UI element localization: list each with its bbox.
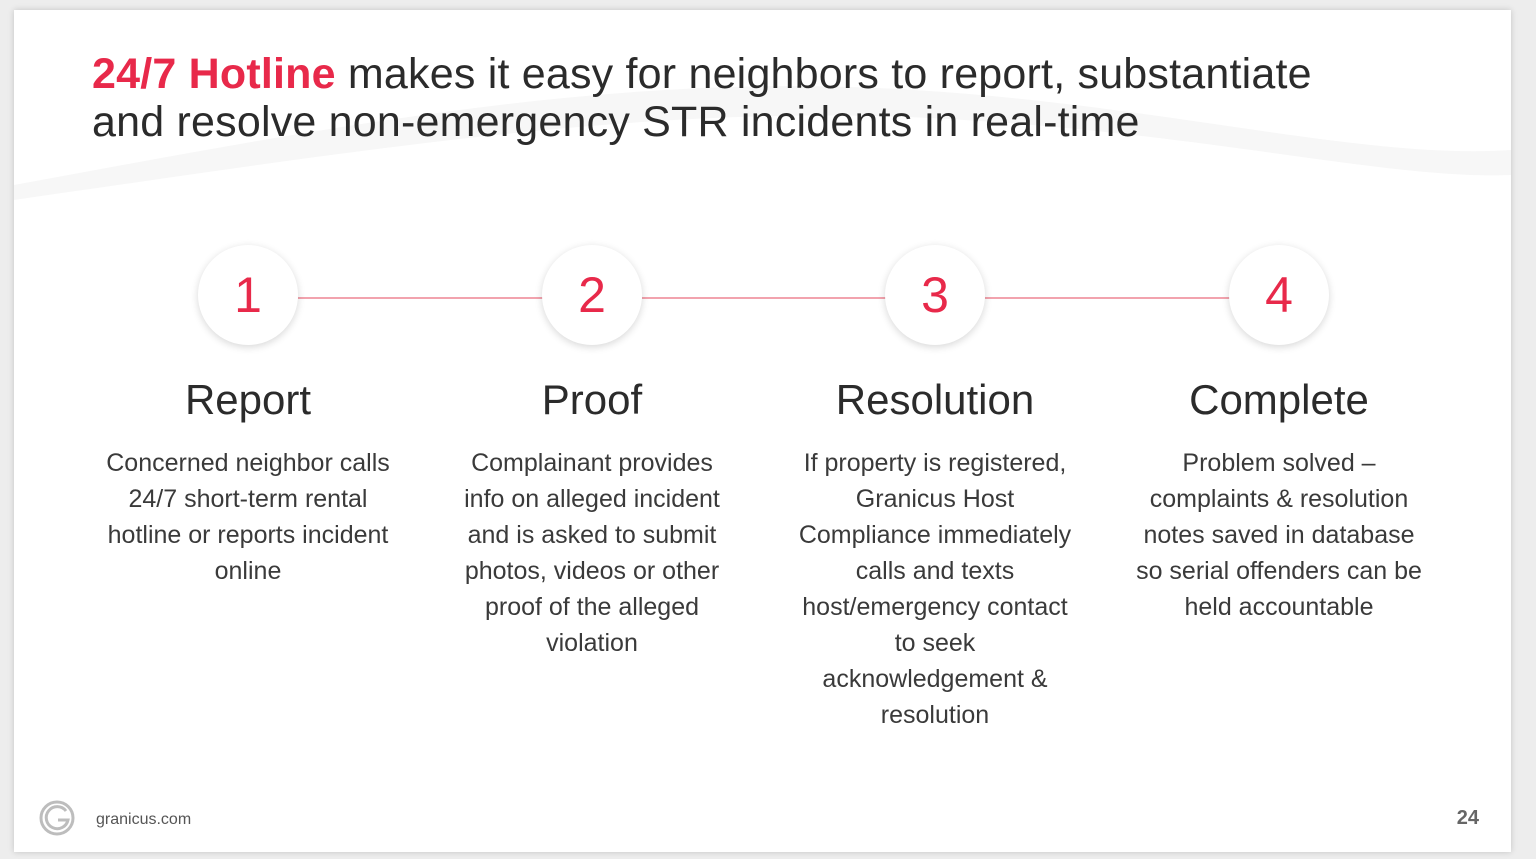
- step-number-circle: 4: [1229, 245, 1329, 345]
- step-title: Report: [184, 376, 312, 423]
- process-steps: [14, 10, 1511, 852]
- step-resolution: [785, 245, 1085, 733]
- step-title: Complete: [1189, 376, 1369, 423]
- step-title: Proof: [541, 376, 643, 423]
- step-description: If property is registered, Granicus Host Compliance immediately calls and texts host/emergency contact to seek acknowledgement & resolution: [798, 449, 1072, 729]
- step-number-circle: 1: [198, 245, 298, 345]
- step-number-circle: 3: [885, 245, 985, 345]
- page-number: 24: [1456, 807, 1479, 829]
- step-description: Concerned neighbor calls 24/7 short-term rental hotline or reports incident online: [106, 449, 390, 585]
- slide: [14, 10, 1511, 852]
- step-number-circle: 2: [542, 245, 642, 345]
- footer-url: granicus.com: [96, 811, 192, 828]
- step-title: Resolution: [835, 376, 1035, 423]
- step-complete: [1129, 245, 1429, 625]
- title-line2: and resolve non-emergency STR incidents in real-time: [92, 98, 1140, 146]
- title-line1: makes it easy for neighbors to report, substantiate: [335, 50, 1312, 98]
- step-proof: [442, 245, 742, 661]
- title-accent: 24/7 Hotline: [92, 50, 336, 98]
- granicus-g-logo-icon: [39, 800, 75, 836]
- step-description: Problem solved – complaints & resolution notes saved in database so serial offenders can be held accountable: [1136, 449, 1422, 621]
- step-report: [98, 245, 398, 589]
- step-description: Complainant provides info on alleged incident and is asked to submit photos, videos or other proof of the alleged violation: [464, 449, 720, 657]
